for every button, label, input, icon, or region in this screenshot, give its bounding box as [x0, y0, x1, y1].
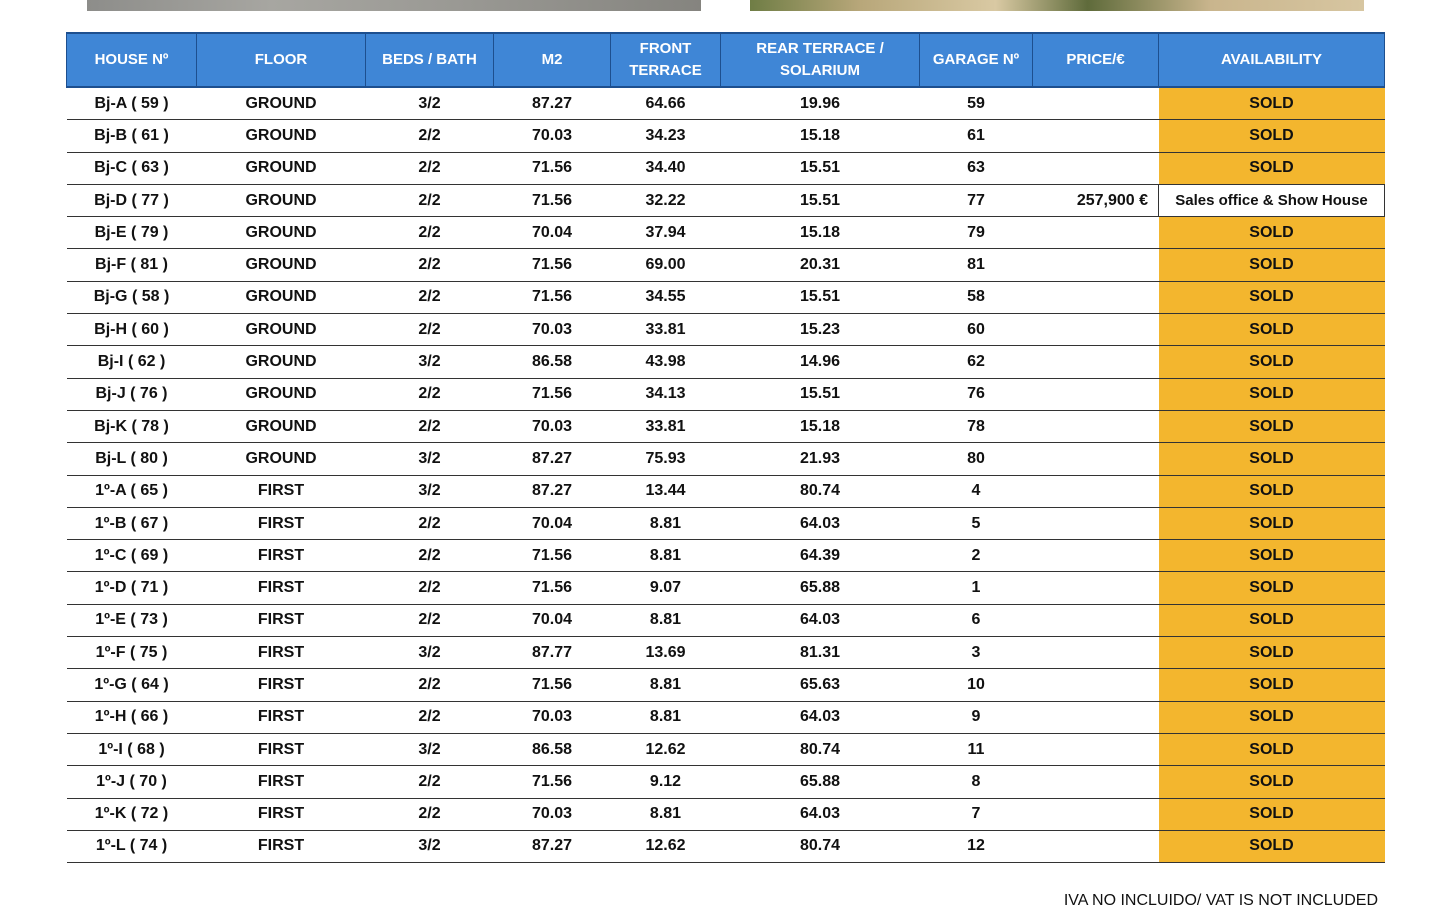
garage-cell: 77	[920, 184, 1033, 216]
table-row	[67, 120, 1385, 152]
price-cell	[1033, 669, 1159, 701]
rear-terrace-cell: 80.74	[721, 733, 920, 765]
rear-terrace-cell: 80.74	[721, 475, 920, 507]
garage-cell: 2	[920, 540, 1033, 572]
front-terrace-cell: 64.66	[611, 87, 721, 120]
beds-bath-cell: 2/2	[366, 798, 494, 830]
rear-terrace-cell: 15.51	[721, 378, 920, 410]
price-cell	[1033, 346, 1159, 378]
rear-terrace-cell: 20.31	[721, 249, 920, 281]
availability-cell: SOLD	[1159, 152, 1385, 184]
rear-terrace-cell: 15.18	[721, 120, 920, 152]
front-terrace-cell: 12.62	[611, 733, 721, 765]
beds-bath-cell: 2/2	[366, 572, 494, 604]
price-cell	[1033, 281, 1159, 313]
table-row	[67, 378, 1385, 410]
garage-cell: 8	[920, 766, 1033, 798]
m2-cell: 71.56	[494, 249, 611, 281]
house-cell: Bj-G ( 58 )	[67, 281, 197, 313]
price-cell	[1033, 314, 1159, 346]
rear-terrace-cell: 65.63	[721, 669, 920, 701]
house-cell: Bj-J ( 76 )	[67, 378, 197, 410]
m2-cell: 70.04	[494, 507, 611, 539]
floor-cell: FIRST	[197, 637, 366, 669]
front-terrace-cell: 8.81	[611, 507, 721, 539]
rear-terrace-cell: 15.51	[721, 152, 920, 184]
m2-cell: 71.56	[494, 572, 611, 604]
table-row	[67, 540, 1385, 572]
garage-cell: 78	[920, 410, 1033, 442]
vat-footnote: IVA NO INCLUIDO/ VAT IS NOT INCLUDED	[1063, 892, 1378, 909]
front-terrace-cell: 8.81	[611, 540, 721, 572]
m2-cell: 86.58	[494, 733, 611, 765]
availability-cell: Sales office & Show House	[1159, 184, 1385, 216]
table-row	[67, 249, 1385, 281]
m2-cell: 87.27	[494, 475, 611, 507]
floor-cell: GROUND	[197, 184, 366, 216]
front-terrace-cell: 9.12	[611, 766, 721, 798]
rear-terrace-cell: 64.03	[721, 507, 920, 539]
column-header-house: HOUSE Nº	[67, 33, 197, 87]
table-row	[67, 604, 1385, 636]
availability-cell: SOLD	[1159, 87, 1385, 120]
rear-terrace-cell: 64.03	[721, 604, 920, 636]
garage-cell: 60	[920, 314, 1033, 346]
m2-cell: 70.04	[494, 604, 611, 636]
floor-cell: GROUND	[197, 410, 366, 442]
front-terrace-cell: 34.13	[611, 378, 721, 410]
house-cell: 1º-A ( 65 )	[67, 475, 197, 507]
price-cell	[1033, 120, 1159, 152]
price-list-table	[66, 32, 1385, 863]
house-cell: 1º-L ( 74 )	[67, 830, 197, 862]
rear-terrace-cell: 64.39	[721, 540, 920, 572]
column-header-availability: AVAILABILITY	[1159, 33, 1385, 87]
column-header-rear-terrace: REAR TERRACE / SOLARIUM	[721, 33, 920, 87]
beds-bath-cell: 2/2	[366, 184, 494, 216]
price-cell	[1033, 249, 1159, 281]
price-cell	[1033, 410, 1159, 442]
m2-cell: 87.77	[494, 637, 611, 669]
availability-cell: SOLD	[1159, 572, 1385, 604]
price-cell	[1033, 217, 1159, 249]
beds-bath-cell: 2/2	[366, 152, 494, 184]
column-header-m2: M2	[494, 33, 611, 87]
house-cell: 1º-C ( 69 )	[67, 540, 197, 572]
house-cell: Bj-A ( 59 )	[67, 87, 197, 120]
garage-cell: 5	[920, 507, 1033, 539]
front-terrace-cell: 8.81	[611, 798, 721, 830]
garage-cell: 11	[920, 733, 1033, 765]
price-cell	[1033, 701, 1159, 733]
beds-bath-cell: 2/2	[366, 378, 494, 410]
column-header-floor: FLOOR	[197, 33, 366, 87]
front-terrace-cell: 34.23	[611, 120, 721, 152]
m2-cell: 71.56	[494, 152, 611, 184]
m2-cell: 70.03	[494, 314, 611, 346]
floor-cell: GROUND	[197, 314, 366, 346]
floor-cell: GROUND	[197, 87, 366, 120]
front-terrace-cell: 75.93	[611, 443, 721, 475]
house-cell: Bj-B ( 61 )	[67, 120, 197, 152]
price-cell	[1033, 475, 1159, 507]
beds-bath-cell: 3/2	[366, 87, 494, 120]
price-cell	[1033, 766, 1159, 798]
availability-cell: SOLD	[1159, 120, 1385, 152]
rear-terrace-cell: 65.88	[721, 766, 920, 798]
table-row	[67, 443, 1385, 475]
price-cell	[1033, 507, 1159, 539]
table-row	[67, 798, 1385, 830]
price-cell	[1033, 443, 1159, 475]
beds-bath-cell: 3/2	[366, 346, 494, 378]
house-cell: 1º-E ( 73 )	[67, 604, 197, 636]
table-row	[67, 701, 1385, 733]
availability-cell: SOLD	[1159, 604, 1385, 636]
m2-cell: 70.03	[494, 410, 611, 442]
front-terrace-cell: 9.07	[611, 572, 721, 604]
m2-cell: 70.04	[494, 217, 611, 249]
rear-terrace-cell: 14.96	[721, 346, 920, 378]
availability-cell: SOLD	[1159, 701, 1385, 733]
price-cell	[1033, 604, 1159, 636]
floor-cell: GROUND	[197, 346, 366, 378]
rear-terrace-cell: 64.03	[721, 798, 920, 830]
availability-cell: SOLD	[1159, 314, 1385, 346]
front-terrace-cell: 33.81	[611, 314, 721, 346]
availability-cell: SOLD	[1159, 507, 1385, 539]
garage-cell: 3	[920, 637, 1033, 669]
m2-cell: 87.27	[494, 830, 611, 862]
rear-terrace-cell: 19.96	[721, 87, 920, 120]
beds-bath-cell: 2/2	[366, 507, 494, 539]
availability-cell: SOLD	[1159, 249, 1385, 281]
floor-cell: GROUND	[197, 281, 366, 313]
table-row	[67, 281, 1385, 313]
floor-cell: FIRST	[197, 604, 366, 636]
m2-cell: 71.56	[494, 669, 611, 701]
price-cell	[1033, 378, 1159, 410]
beds-bath-cell: 2/2	[366, 120, 494, 152]
garage-cell: 9	[920, 701, 1033, 733]
rear-terrace-cell: 65.88	[721, 572, 920, 604]
house-cell: 1º-J ( 70 )	[67, 766, 197, 798]
house-cell: 1º-F ( 75 )	[67, 637, 197, 669]
beds-bath-cell: 2/2	[366, 249, 494, 281]
house-cell: Bj-F ( 81 )	[67, 249, 197, 281]
rear-terrace-cell: 80.74	[721, 830, 920, 862]
table-row	[67, 637, 1385, 669]
front-terrace-cell: 33.81	[611, 410, 721, 442]
table-row	[67, 669, 1385, 701]
front-terrace-cell: 8.81	[611, 604, 721, 636]
m2-cell: 71.56	[494, 766, 611, 798]
garage-cell: 1	[920, 572, 1033, 604]
house-cell: Bj-I ( 62 )	[67, 346, 197, 378]
house-cell: 1º-D ( 71 )	[67, 572, 197, 604]
garage-cell: 76	[920, 378, 1033, 410]
front-terrace-cell: 37.94	[611, 217, 721, 249]
m2-cell: 71.56	[494, 281, 611, 313]
availability-cell: SOLD	[1159, 669, 1385, 701]
front-terrace-cell: 8.81	[611, 669, 721, 701]
m2-cell: 70.03	[494, 701, 611, 733]
front-terrace-cell: 34.40	[611, 152, 721, 184]
garage-cell: 62	[920, 346, 1033, 378]
availability-cell: SOLD	[1159, 346, 1385, 378]
availability-cell: SOLD	[1159, 281, 1385, 313]
floor-cell: GROUND	[197, 249, 366, 281]
front-terrace-cell: 13.69	[611, 637, 721, 669]
beds-bath-cell: 2/2	[366, 281, 494, 313]
beds-bath-cell: 2/2	[366, 701, 494, 733]
floor-cell: FIRST	[197, 830, 366, 862]
house-cell: Bj-L ( 80 )	[67, 443, 197, 475]
availability-cell: SOLD	[1159, 830, 1385, 862]
price-cell	[1033, 87, 1159, 120]
front-terrace-cell: 43.98	[611, 346, 721, 378]
m2-cell: 87.27	[494, 443, 611, 475]
rear-terrace-cell: 21.93	[721, 443, 920, 475]
beds-bath-cell: 2/2	[366, 217, 494, 249]
table-row	[67, 152, 1385, 184]
floor-cell: FIRST	[197, 540, 366, 572]
garage-cell: 59	[920, 87, 1033, 120]
m2-cell: 71.56	[494, 540, 611, 572]
beds-bath-cell: 2/2	[366, 766, 494, 798]
floor-cell: FIRST	[197, 733, 366, 765]
beds-bath-cell: 2/2	[366, 410, 494, 442]
rear-terrace-cell: 64.03	[721, 701, 920, 733]
garage-cell: 81	[920, 249, 1033, 281]
column-header-price: PRICE/€	[1033, 33, 1159, 87]
availability-cell: SOLD	[1159, 766, 1385, 798]
table-row	[67, 217, 1385, 249]
price-cell	[1033, 798, 1159, 830]
house-cell: Bj-K ( 78 )	[67, 410, 197, 442]
garage-cell: 7	[920, 798, 1033, 830]
house-cell: 1º-K ( 72 )	[67, 798, 197, 830]
beds-bath-cell: 3/2	[366, 830, 494, 862]
beds-bath-cell: 2/2	[366, 669, 494, 701]
table-row	[67, 314, 1385, 346]
property-photo-left	[87, 0, 701, 11]
price-cell	[1033, 637, 1159, 669]
column-header-garage: GARAGE Nº	[920, 33, 1033, 87]
beds-bath-cell: 2/2	[366, 604, 494, 636]
table-row	[67, 766, 1385, 798]
garage-cell: 10	[920, 669, 1033, 701]
price-cell	[1033, 540, 1159, 572]
m2-cell: 71.56	[494, 184, 611, 216]
floor-cell: FIRST	[197, 766, 366, 798]
table-row	[67, 184, 1385, 216]
floor-cell: FIRST	[197, 572, 366, 604]
table-row	[67, 475, 1385, 507]
table-body	[67, 87, 1385, 863]
table-row	[67, 830, 1385, 862]
availability-cell: SOLD	[1159, 475, 1385, 507]
price-cell: 257,900 €	[1033, 184, 1159, 216]
availability-cell: SOLD	[1159, 637, 1385, 669]
price-cell	[1033, 733, 1159, 765]
table-row	[67, 346, 1385, 378]
beds-bath-cell: 3/2	[366, 443, 494, 475]
beds-bath-cell: 2/2	[366, 540, 494, 572]
house-cell: 1º-H ( 66 )	[67, 701, 197, 733]
beds-bath-cell: 2/2	[366, 314, 494, 346]
availability-cell: SOLD	[1159, 410, 1385, 442]
garage-cell: 6	[920, 604, 1033, 636]
house-cell: Bj-D ( 77 )	[67, 184, 197, 216]
property-photo-right	[750, 0, 1364, 11]
house-cell: Bj-E ( 79 )	[67, 217, 197, 249]
garage-cell: 4	[920, 475, 1033, 507]
beds-bath-cell: 3/2	[366, 475, 494, 507]
rear-terrace-cell: 15.51	[721, 184, 920, 216]
m2-cell: 70.03	[494, 120, 611, 152]
floor-cell: FIRST	[197, 798, 366, 830]
garage-cell: 63	[920, 152, 1033, 184]
availability-cell: SOLD	[1159, 798, 1385, 830]
price-cell	[1033, 572, 1159, 604]
availability-cell: SOLD	[1159, 733, 1385, 765]
table-row	[67, 410, 1385, 442]
front-terrace-cell: 8.81	[611, 701, 721, 733]
price-cell	[1033, 830, 1159, 862]
floor-cell: FIRST	[197, 475, 366, 507]
m2-cell: 70.03	[494, 798, 611, 830]
house-cell: Bj-H ( 60 )	[67, 314, 197, 346]
m2-cell: 71.56	[494, 378, 611, 410]
front-terrace-cell: 13.44	[611, 475, 721, 507]
floor-cell: GROUND	[197, 378, 366, 410]
floor-cell: GROUND	[197, 217, 366, 249]
house-cell: Bj-C ( 63 )	[67, 152, 197, 184]
floor-cell: FIRST	[197, 701, 366, 733]
column-header-front-terrace: FRONT TERRACE	[611, 33, 721, 87]
availability-cell: SOLD	[1159, 540, 1385, 572]
house-cell: 1º-G ( 64 )	[67, 669, 197, 701]
floor-cell: FIRST	[197, 669, 366, 701]
rear-terrace-cell: 81.31	[721, 637, 920, 669]
garage-cell: 79	[920, 217, 1033, 249]
rear-terrace-cell: 15.51	[721, 281, 920, 313]
floor-cell: FIRST	[197, 507, 366, 539]
table-row	[67, 87, 1385, 120]
front-terrace-cell: 34.55	[611, 281, 721, 313]
m2-cell: 87.27	[494, 87, 611, 120]
price-cell	[1033, 152, 1159, 184]
garage-cell: 61	[920, 120, 1033, 152]
table-header-row	[67, 33, 1385, 87]
garage-cell: 58	[920, 281, 1033, 313]
rear-terrace-cell: 15.18	[721, 410, 920, 442]
beds-bath-cell: 3/2	[366, 733, 494, 765]
garage-cell: 80	[920, 443, 1033, 475]
front-terrace-cell: 32.22	[611, 184, 721, 216]
availability-cell: SOLD	[1159, 443, 1385, 475]
floor-cell: GROUND	[197, 152, 366, 184]
front-terrace-cell: 12.62	[611, 830, 721, 862]
front-terrace-cell: 69.00	[611, 249, 721, 281]
floor-cell: GROUND	[197, 120, 366, 152]
availability-cell: SOLD	[1159, 378, 1385, 410]
rear-terrace-cell: 15.23	[721, 314, 920, 346]
table-row	[67, 733, 1385, 765]
beds-bath-cell: 3/2	[366, 637, 494, 669]
house-cell: 1º-B ( 67 )	[67, 507, 197, 539]
table-row	[67, 507, 1385, 539]
table-row	[67, 572, 1385, 604]
m2-cell: 86.58	[494, 346, 611, 378]
column-header-beds-bath: BEDS / BATH	[366, 33, 494, 87]
garage-cell: 12	[920, 830, 1033, 862]
rear-terrace-cell: 15.18	[721, 217, 920, 249]
floor-cell: GROUND	[197, 443, 366, 475]
house-cell: 1º-I ( 68 )	[67, 733, 197, 765]
availability-cell: SOLD	[1159, 217, 1385, 249]
